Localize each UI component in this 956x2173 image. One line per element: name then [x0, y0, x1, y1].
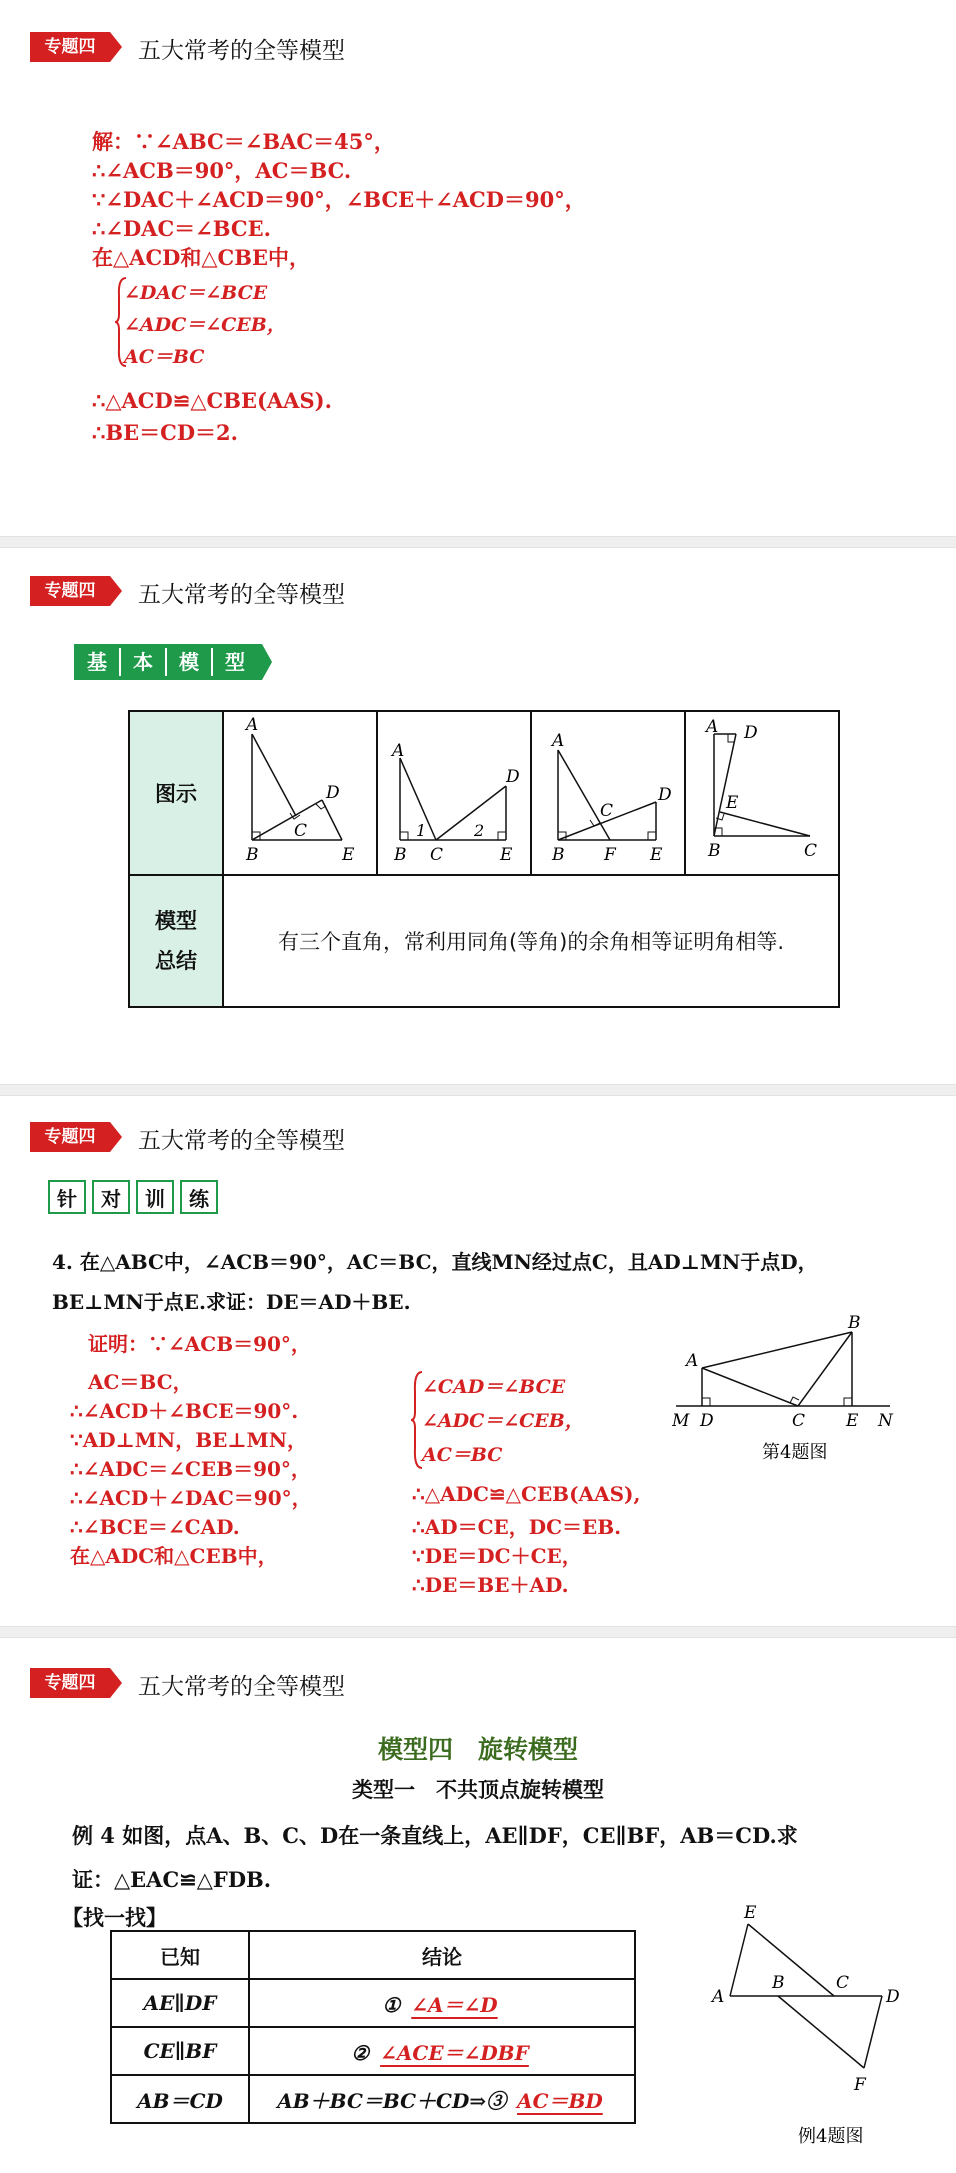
svg-text:C: C — [430, 845, 444, 865]
slide-title: 五大常考的全等模型 — [138, 1674, 345, 1700]
badge-char: 型 — [225, 650, 245, 674]
table-row — [111, 1979, 635, 2027]
tag-label: 专题四 — [44, 37, 96, 57]
table-header: 结论 — [249, 1931, 635, 1979]
badge-char: 针 — [48, 1180, 86, 1214]
model-summary-text: 有三个直角，常利用同角(等角)的余角相等证明角相等. — [223, 875, 839, 1007]
proof-line: 解：∵∠ABC＝∠BAC＝45°， — [92, 129, 395, 154]
svg-text:A: A — [712, 1987, 725, 2007]
svg-text:N: N — [878, 1411, 893, 1431]
find-label: 【找一找】 — [62, 1905, 167, 1930]
brace-line: ∠DAC＝∠BCE — [124, 282, 268, 304]
proof-line: ∴△ADC≌△CEB(AAS), — [412, 1482, 641, 1506]
problem-text: BE⊥MN于点E.求证：DE＝AD＋BE. — [52, 1290, 411, 1314]
proof-line: ∴∠ADC＝∠CEB＝90°， — [70, 1457, 311, 1481]
tag-label: 专题四 — [44, 1673, 96, 1693]
svg-text:A: A — [246, 715, 259, 735]
svg-text:C: C — [836, 1973, 850, 1993]
svg-text:2: 2 — [474, 821, 485, 840]
brace-line: AC＝BC — [422, 1444, 503, 1466]
svg-text:E: E — [500, 845, 513, 865]
tag-label: 专题四 — [44, 1127, 96, 1147]
model-figure-4 — [685, 711, 839, 875]
proof-line: ∵∠DAC＋∠ACD＝90°，∠BCE＋∠ACD＝90°， — [92, 187, 586, 212]
slide-title: 五大常考的全等模型 — [138, 1128, 345, 1154]
proof-line: 在△ACD和△CBE中， — [92, 245, 310, 270]
proof-line: ∴∠ACD＋∠BCE＝90°. — [70, 1399, 299, 1423]
svg-text:E: E — [846, 1411, 859, 1431]
example-text: 例 4 如图，点A、B、C、D在一条直线上，AE∥DF，CE∥BF，AB＝CD.求 — [72, 1823, 798, 1848]
badge-char: 训 — [136, 1180, 174, 1214]
proof-line: ∴∠BCE＝∠CAD. — [70, 1515, 240, 1539]
svg-text:E: E — [726, 793, 739, 813]
table-header: 已知 — [111, 1931, 249, 1979]
svg-text:D: D — [886, 1987, 900, 2007]
topic-tag — [30, 1668, 122, 1698]
svg-text:B: B — [246, 845, 259, 865]
svg-text:E: E — [744, 1903, 757, 1923]
badge-char: 基 — [87, 650, 107, 674]
svg-text:M: M — [672, 1411, 690, 1431]
svg-text:A: A — [706, 717, 719, 737]
brace-line: ∠ADC＝∠CEB， — [124, 314, 286, 336]
brace-line: ∠CAD＝∠BCE — [422, 1376, 566, 1398]
topic-tag — [30, 32, 122, 62]
example-4-figure — [706, 1884, 916, 2164]
svg-text:C: C — [792, 1411, 806, 1431]
basic-model-badge — [74, 644, 262, 680]
topic-tag — [30, 1122, 122, 1152]
svg-text:B: B — [772, 1973, 785, 1993]
slide-separator — [0, 1626, 956, 1638]
badge-char: 模 — [179, 650, 199, 674]
svg-text:B: B — [708, 841, 721, 861]
slide-3 — [0, 1096, 956, 1626]
svg-text:E: E — [650, 845, 663, 865]
slide-separator — [0, 1084, 956, 1096]
proof-line: ∴△ACD≌△CBE(AAS). — [92, 388, 332, 413]
row-label-summary: 模型 总结 — [129, 875, 223, 1007]
problem-text: 4. 在△ABC中，∠ACB＝90°，AC＝BC，直线MN经过点C，且AD⊥MN于点D， — [52, 1250, 818, 1274]
svg-text:A: A — [552, 731, 565, 751]
svg-text:B: B — [848, 1313, 861, 1333]
svg-text:E: E — [342, 845, 355, 865]
conclusion-cell: ① ∠A＝∠D — [249, 1979, 635, 2027]
proof-line: 证明：∵∠ACB＝90°， — [88, 1332, 311, 1356]
conclusion-cell: AB＋BC＝BC＋CD⇒③ AC＝BD — [249, 2075, 635, 2123]
svg-text:A: A — [392, 741, 405, 761]
model-table — [128, 710, 840, 1008]
svg-text:F: F — [854, 2075, 866, 2095]
tag-label: 专题四 — [44, 581, 96, 601]
slide-separator — [0, 536, 956, 548]
proof-line: ∴AD＝CE，DC＝EB. — [412, 1515, 622, 1539]
known-cell: CE∥BF — [111, 2027, 249, 2075]
svg-text:D: D — [326, 783, 340, 803]
svg-text:1: 1 — [416, 821, 427, 840]
svg-text:B: B — [394, 845, 407, 865]
find-table — [110, 1930, 636, 2124]
proof-line: AC＝BC， — [88, 1370, 193, 1394]
example-text: 证：△EAC≌△FDB. — [72, 1867, 272, 1892]
slide-title: 五大常考的全等模型 — [138, 38, 345, 64]
section-title: 模型四 旋转模型 — [377, 1735, 578, 1764]
svg-text:C: C — [600, 801, 614, 821]
brace-line: AC＝BC — [124, 346, 205, 368]
proof-line: ∴DE＝BE＋AD. — [412, 1573, 569, 1597]
proof-line: ∴∠ACB＝90°，AC＝BC. — [92, 158, 352, 183]
svg-text:第4题图: 第4题图 — [762, 1442, 828, 1463]
badge-char: 对 — [92, 1180, 130, 1214]
training-badge — [48, 1180, 234, 1214]
proof-line: ∴∠ACD＋∠DAC＝90°， — [70, 1486, 312, 1510]
model-figure-3 — [531, 711, 685, 875]
model-figure-2 — [377, 711, 531, 875]
proof-line: 在△ADC和△CEB中， — [70, 1544, 278, 1568]
svg-text:A: A — [686, 1351, 699, 1371]
row-label-figure: 图示 — [129, 711, 223, 875]
svg-text:D: D — [506, 767, 520, 787]
known-cell: AE∥DF — [111, 1979, 249, 2027]
svg-text:B: B — [552, 845, 565, 865]
section-subtitle: 类型一 不共顶点旋转模型 — [352, 1778, 604, 1802]
slide-1 — [0, 0, 956, 536]
badge-char: 本 — [133, 650, 153, 674]
brace-line: ∠ADC＝∠CEB， — [422, 1410, 584, 1432]
svg-text:F: F — [604, 845, 616, 865]
topic-tag — [30, 576, 122, 606]
model-figure-1 — [223, 711, 377, 875]
svg-text:C: C — [294, 821, 308, 841]
slide-2 — [0, 548, 956, 1084]
known-cell: AB＝CD — [111, 2075, 249, 2123]
proof-line: ∵AD⊥MN，BE⊥MN， — [70, 1428, 307, 1452]
conclusion-cell: ② ∠ACE＝∠DBF — [249, 2027, 635, 2075]
table-row — [111, 2027, 635, 2075]
problem-4-figure — [672, 1272, 902, 1482]
svg-text:D: D — [700, 1411, 714, 1431]
proof-line: ∵DE＝DC＋CE， — [412, 1544, 582, 1568]
slide-title: 五大常考的全等模型 — [138, 582, 345, 608]
svg-text:D: D — [658, 785, 672, 805]
svg-text:C: C — [804, 841, 818, 861]
proof-line: ∴∠DAC＝∠BCE. — [92, 216, 271, 241]
badge-char: 练 — [180, 1180, 218, 1214]
slide-4 — [0, 1638, 956, 2173]
svg-text:例4题图: 例4题图 — [798, 2126, 864, 2147]
proof-line: ∴BE＝CD＝2. — [92, 420, 238, 445]
table-row — [111, 2075, 635, 2123]
svg-text:D: D — [744, 723, 758, 743]
